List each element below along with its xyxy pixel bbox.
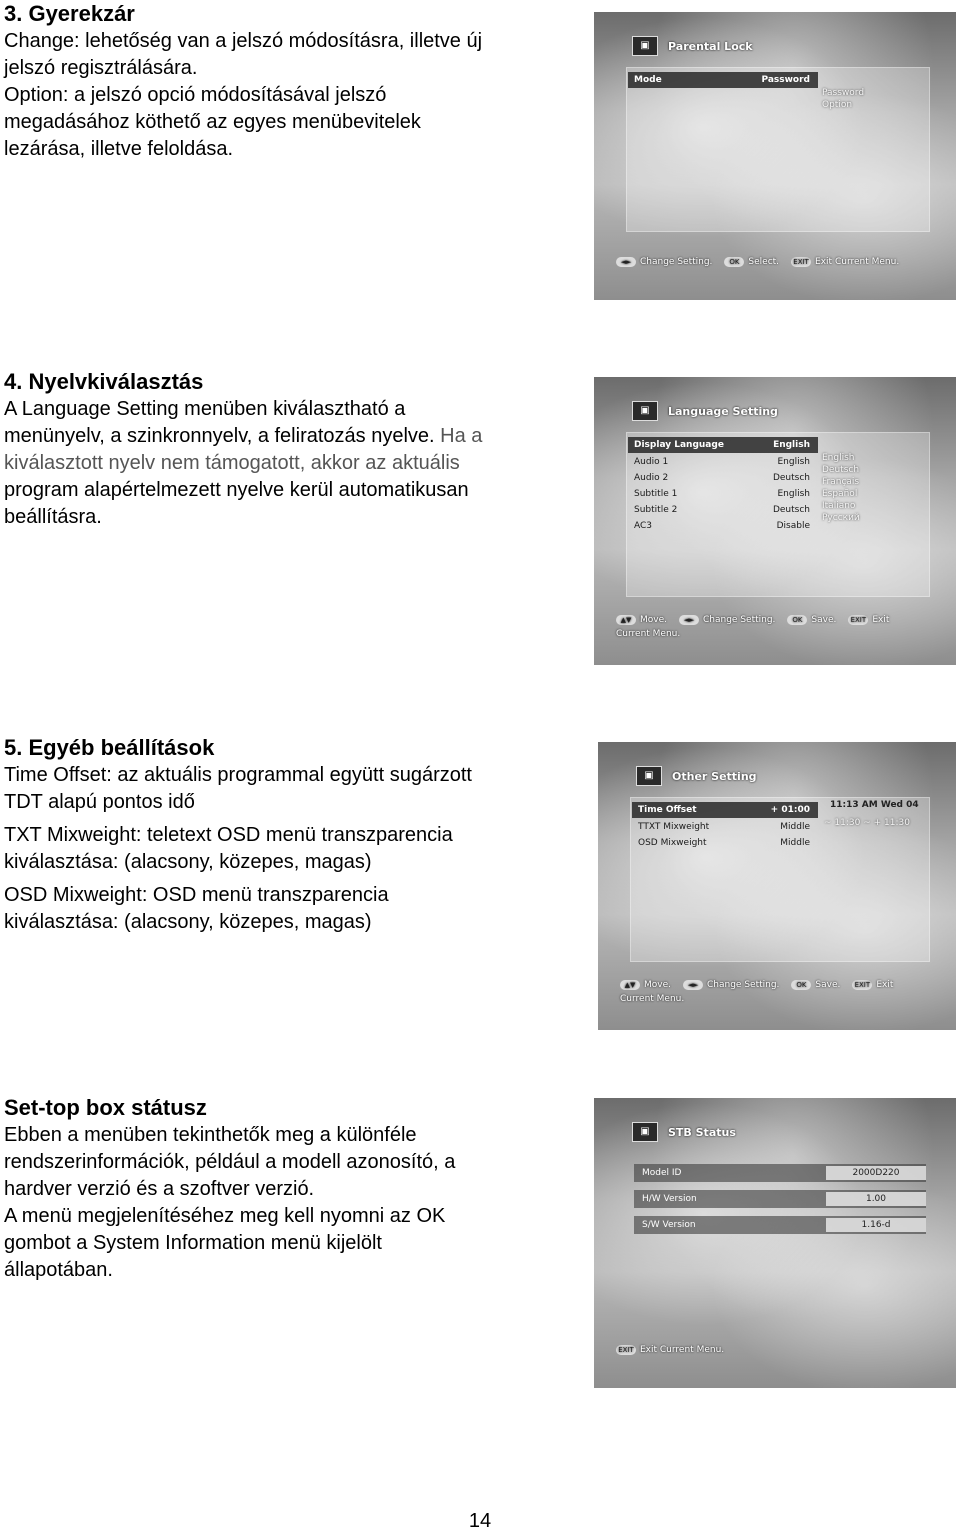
footer-hint [791,257,899,267]
footer-hint [724,257,779,267]
key-icon: ▲▼ [616,615,636,625]
row-value: English [777,489,810,499]
row-label: Time Offset [638,805,697,815]
row-value: Disable [776,521,810,531]
paragraph-line: megadásához köthető az egyes menübevitelek [4,111,421,133]
menu-row [628,437,818,453]
row-label: AC3 [634,521,653,531]
row-value: 2000D220 [826,1166,926,1180]
footer-hint [787,615,836,625]
footer-hint [616,629,680,639]
hint-label: Change Setting. [703,615,776,625]
screen-title: Parental Lock [668,39,753,53]
option-item: Option [822,100,853,110]
key-icon: EXIT [791,257,811,267]
row-value: Middle [780,822,810,832]
section-parental-lock [4,0,564,163]
parental-lock-screenshot [594,12,956,300]
row-value: Middle [780,838,810,848]
paragraph-line: A Language Setting menüben kiválasztható a [4,398,406,420]
row-label: Display Language [634,440,724,450]
section-other-settings [4,734,564,936]
menu-panel [626,67,930,232]
screen-titlebar [636,764,926,788]
key-icon: OK [791,980,811,990]
paragraph-line: A menü megjelenítéséhez meg kell nyomni az OK [4,1205,446,1227]
row-value: Deutsch [772,473,810,483]
row-label: TTXT Mixweight [638,822,710,832]
footer-hint [616,1345,724,1355]
hint-label: Exit Current Menu. [640,1345,725,1355]
hint-label: Save. [811,615,837,625]
hint-label: Move. [644,980,671,990]
row-value: English [773,440,810,450]
row-label: OSD Mixweight [638,838,707,848]
row-label: S/W Version [642,1220,696,1230]
paragraph-line: OSD Mixweight: OSD menü transzparencia [4,884,389,906]
section-heading: 5. Egyéb beállítások [4,735,215,760]
hint-label: Exit [876,980,894,990]
screen-titlebar [632,399,926,423]
section-stb-status [4,1094,564,1284]
key-icon: EXIT [852,980,872,990]
paragraph-line: TDT alapú pontos idő [4,791,195,813]
menu-row [632,835,818,851]
screen-footer [620,976,936,1008]
row-label: Subtitle 2 [634,505,678,515]
tv-logo-icon: ▣ [632,1122,658,1142]
hint-label: Exit [872,615,890,625]
status-row [634,1190,926,1208]
footer-hint [852,980,893,990]
screen-title: STB Status [668,1125,736,1139]
menu-row [628,454,818,470]
language-setting-screenshot [594,377,956,665]
option-item: Español [822,489,858,499]
paragraph-line: kiválasztott nyelv nem támogatott, akkor az aktuális [4,452,460,474]
hint-label: Move. [640,615,667,625]
footer-hint [620,980,671,990]
screen-footer [616,246,936,278]
footer-hint [679,615,775,625]
footer-hint [616,615,667,625]
section-language [4,368,564,531]
offset-range: ~ 11:30 ~ + 11:30 [824,818,910,828]
menu-row [632,802,818,818]
key-icon: EXIT [848,615,868,625]
paragraph-line: rendszerinformációk, például a modell azonosító, a [4,1151,456,1173]
footer-hint [620,994,684,1004]
menu-row [632,819,818,835]
status-row [634,1164,926,1182]
row-label: Mode [634,75,662,85]
stb-status-screenshot [594,1098,956,1388]
line-part: menünyelv, a szinkronnyelv, a feliratozás nyelve. [4,425,435,447]
hint-label: Save. [815,980,841,990]
paragraph-line: Time Offset: az aktuális programmal együtt sugárzott [4,764,472,786]
section-heading: Set-top box státusz [4,1095,207,1120]
row-value: 1.16-d [826,1218,926,1232]
screen-footer [616,1334,936,1366]
paragraph-line: kiválasztása: (alacsony, közepes, magas) [4,851,372,873]
hint-label: Change Setting. [640,257,713,267]
row-value: Password [761,75,810,85]
other-setting-screenshot [598,742,956,1030]
key-icon: EXIT [616,1345,636,1355]
screen-titlebar [632,34,926,58]
paragraph-line: program alapértelmezett nyelve kerül automatikusan [4,479,469,501]
option-item: Français [822,477,860,487]
paragraph-line [4,423,564,450]
tv-logo-icon: ▣ [632,36,658,56]
footer-hint [848,615,889,625]
hint-label: Current Menu. [616,629,681,639]
row-label: Audio 2 [634,473,669,483]
hint-label: Select. [748,257,780,267]
paragraph-line: TXT Mixweight: teletext OSD menü transzparencia [4,824,453,846]
key-icon: ◄► [679,615,699,625]
menu-row [628,470,818,486]
screen-title: Other Setting [672,769,757,783]
row-value: + 01:00 [770,805,810,815]
paragraph-line: lezárása, illetve feloldása. [4,138,234,160]
footer-hint [791,980,840,990]
key-icon: ◄► [616,257,636,267]
paragraph-line: jelszó regisztrálására. [4,57,198,79]
menu-row [628,72,818,88]
option-item: Italiano [822,501,856,511]
row-label: Audio 1 [634,457,669,467]
paragraph-line: hardver verzió és a szoftver verzió. [4,1178,315,1200]
menu-row [628,502,818,518]
paragraph-line: Change: lehetőség van a jelszó módosításra, illetve új [4,30,483,52]
row-label: Subtitle 1 [634,489,678,499]
option-item: Password [822,88,865,98]
paragraph-line: Ebben a menüben tekinthetők meg a különféle [4,1124,417,1146]
row-value: 1.00 [826,1192,926,1206]
section-heading: 4. Nyelvkiválasztás [4,369,204,394]
screen-title: Language Setting [668,404,778,418]
clock-display: 11:13 AM Wed 04 [830,800,919,810]
option-item: English [822,453,855,463]
menu-row [628,486,818,502]
hint-label: Change Setting. [707,980,780,990]
key-icon: ▲▼ [620,980,640,990]
paragraph-line: Option: a jelszó opció módosításával jelszó [4,84,387,106]
paragraph-line: gombot a System Information menü kijelölt [4,1232,382,1254]
option-item: Deutsch [822,465,860,475]
row-label: H/W Version [642,1194,697,1204]
section-heading: 3. Gyerekzár [4,1,135,26]
paragraph-line: beállításra. [4,506,102,528]
screen-titlebar [632,1120,926,1144]
footer-hint [616,257,712,267]
line-part: Ha a [440,425,483,447]
row-value: English [777,457,810,467]
row-value: Deutsch [772,505,810,515]
key-icon: OK [787,615,807,625]
tv-logo-icon: ▣ [632,401,658,421]
status-row [634,1216,926,1234]
page-number: 14 [468,1510,492,1532]
paragraph-line: állapotában. [4,1259,113,1281]
screen-footer [616,611,936,643]
menu-row [628,518,818,534]
tv-logo-icon: ▣ [636,766,662,786]
key-icon: ◄► [683,980,703,990]
option-item: Русский [822,513,860,523]
key-icon: OK [724,257,744,267]
footer-hint [683,980,779,990]
row-label: Model ID [642,1168,682,1178]
paragraph-line: kiválasztása: (alacsony, közepes, magas) [4,911,372,933]
hint-label: Current Menu. [620,994,685,1004]
hint-label: Exit Current Menu. [815,257,900,267]
